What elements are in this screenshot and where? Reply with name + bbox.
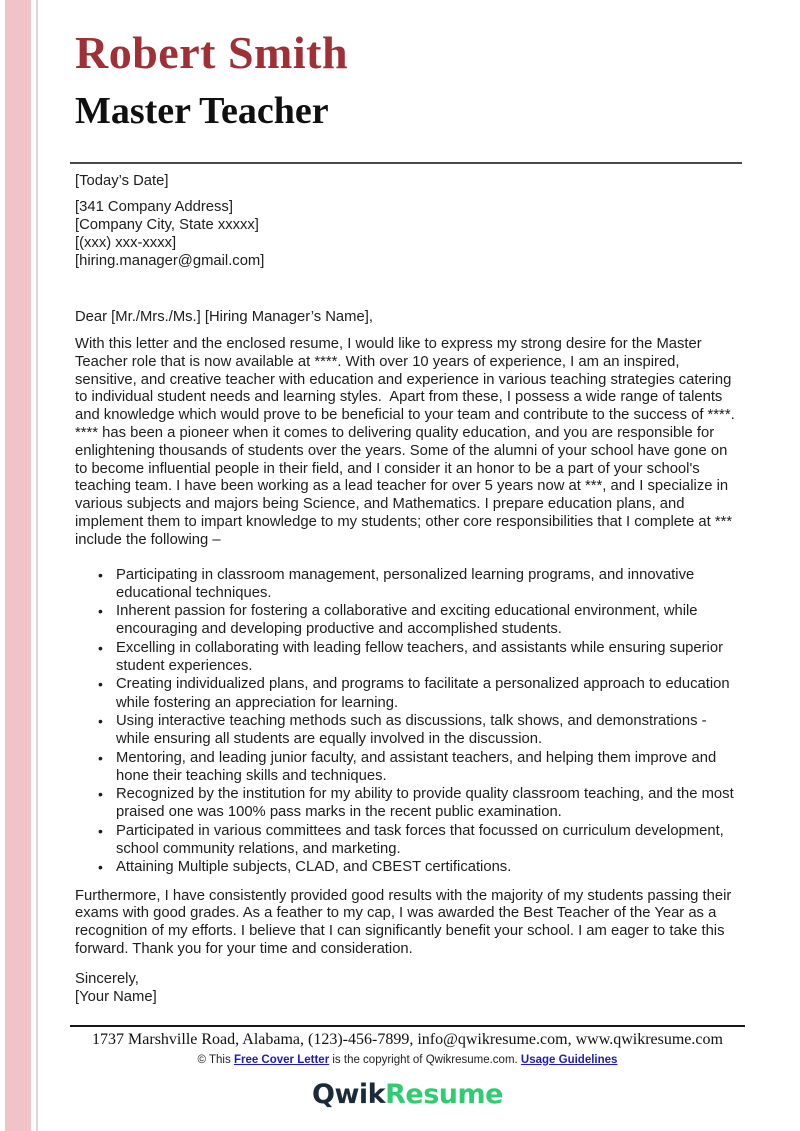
company-address-block (75, 198, 742, 270)
bullet-item: • Recognized by the institution for my ability to provide quality classroom teaching, and the most praised one was 100% pass marks in the recent public examination. (96, 785, 742, 822)
address-line: [(xxx) xxx-xxxx] (75, 235, 177, 251)
header-divider (70, 162, 742, 164)
bullet-item: • Using interactive teaching methods such as discussions, talk shows, and demonstrations - while ensuring all students are equally involved in the discussion. (96, 712, 742, 749)
bullet-item: • Excelling in collaborating with leading fellow teachers, and assistants while ensuring superior student experiences. (96, 639, 742, 676)
bullet-item: • Creating individualized plans, and programs to facilitate a personalized approach to education while fostering an appreciation for learning. (96, 675, 742, 712)
page-footer (70, 1025, 745, 1111)
bullet-item: • Inherent passion for fostering a collaborative and exciting educational environment, while encouraging and developing productive and accomplished students. (96, 602, 742, 639)
date-line: [Today’s Date] (75, 173, 169, 189)
signature-name: [Your Name] (75, 988, 157, 1005)
bullet-item: • Participated in various committees and task forces that focussed on curriculum development, school community relations, and marketing. (96, 822, 742, 859)
closing-paragraph: Furthermore, I have consistently provided good results with the majority of my students passing their exams with good grades. As a feather to my cap, I was awarded the Best Teacher of the Year as a recognition of my efforts. I believe that I can significantly benefit your school. I am eager to take this forward. Thank you for your time and consideration. (75, 887, 732, 957)
candidate-name: Robert Smith (75, 27, 349, 78)
signoff-text: Sincerely, (75, 970, 139, 987)
letter-body (75, 0, 742, 1006)
copyright-middle: is the copyright of Qwikresume.com. (332, 1054, 518, 1066)
copyright-line (70, 1053, 745, 1068)
candidate-title: Master Teacher (75, 90, 329, 132)
free-cover-letter-link[interactable]: Free Cover Letter (233, 1054, 330, 1066)
brand-logo (70, 1079, 745, 1111)
address-line: [hiring.manager@gmail.com] (75, 253, 265, 269)
logo-resume: Resume (385, 1079, 503, 1110)
intro-paragraph: With this letter and the enclosed resume, I would like to express my strong desire for the Master Teacher role that is now available at ****. With over 10 years of experience, I am an inspired, sensitive, and creative teacher with education and experience in various teaching strategies catering to individual student needs and learning styles. Apart from these, I possess a wide range of talents and knowledge which would prove to be beneficial to your team and contribute to the success of ****. **** has been a pioneer when it comes to delivering quality education, and you are responsible for enlightening thousands of students over the years. Some of the alumni of your school have gone on to become influential people in their field, and I consider it an honor to be a part of your school's teaching team. I have been working as a lead teacher for over 5 years now at ***, and I specialize in various subjects and majors being Science, and Mathematics. I prepare education plans, and implement them to impart knowledge to my students; other core responsibilities that I complete at *** include the following – (75, 336, 735, 548)
footer-contact-line: 1737 Marshville Road, Alabama, (123)-456-7899, info@qwikresume.com, www.qwikresume.com (92, 1031, 723, 1048)
signoff-block (75, 970, 742, 1006)
salutation: Dear [Mr./Mrs./Ms.] [Hiring Manager’s Name], (75, 309, 373, 325)
bullet-item: • Attaining Multiple subjects, CLAD, and CBEST certifications. (96, 858, 742, 876)
address-line: [341 Company Address] (75, 199, 233, 215)
left-accent-stripe (5, 0, 31, 1131)
address-line: [Company City, State xxxxx] (75, 217, 259, 233)
logo-qwik: Qwik (312, 1079, 386, 1110)
page-edge-line (36, 0, 38, 1131)
bullet-item: • Mentoring, and leading junior faculty, and assistant teachers, and helping them improve and hone their teaching skills and techniques. (96, 749, 742, 786)
responsibilities-list (75, 566, 742, 877)
bullet-item: • Participating in classroom management, personalized learning programs, and innovative educational techniques. (96, 566, 742, 603)
copyright-prefix: © This (197, 1054, 231, 1066)
footer-divider (70, 1025, 745, 1027)
usage-guidelines-link[interactable]: Usage Guidelines (520, 1054, 618, 1066)
